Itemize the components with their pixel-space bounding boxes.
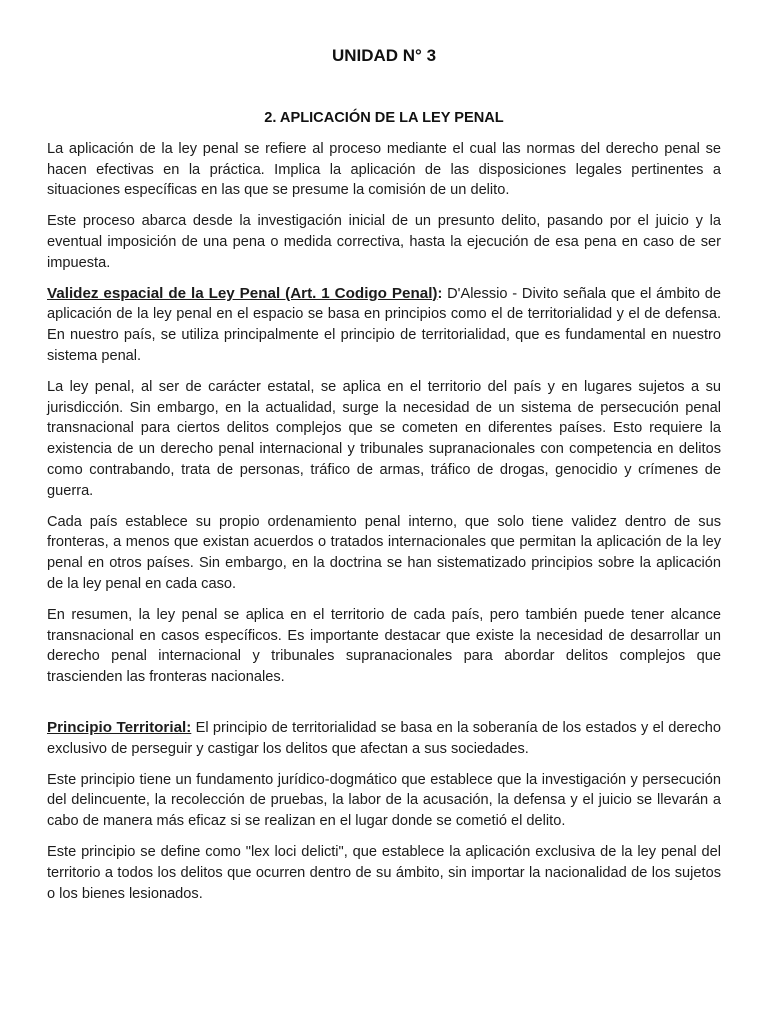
unit-title: UNIDAD N° 3	[331, 46, 437, 65]
paragraph-fundamento: Este principio tiene un fundamento jurídico-dogmático que establece que la investigación y persecución del delincuente, la recolección de pruebas, la labor de la acusación, la defensa y el juicio se llevarán a cabo de manera más eficaz si se realizan en el lugar donde se cometió el delito.	[47, 771, 721, 830]
paragraph-ordenamiento: Cada país establece su propio ordenamiento penal interno, que solo tiene validez dentro de sus fronteras, a menos que existan acuerdos o tratados internacionales que permitan la aplicación de la ley penal en otros países. Sin embargo, en la doctrina se han sistematizado principios sobre la aplicación de la ley penal en cada caso.	[47, 513, 721, 592]
paragraph-validez-espacial	[47, 284, 721, 367]
validez-espacial-body: D'Alessio - Divito señala que el ámbito de aplicación de la ley penal en el espacio se basa en principios como el de territorialidad y el de defensa. En nuestro país, se utiliza principalmente el principio de territorialidad, que es fundamental en nuestro sistema penal.	[47, 285, 721, 364]
spacer	[47, 698, 721, 718]
paragraph-principio-territorial	[47, 718, 721, 760]
section-title: 2. APLICACIÓN DE LA LEY PENAL	[264, 110, 504, 126]
principio-territorial-heading: Principio Territorial:	[47, 718, 192, 736]
paragraph-lex-loci: Este principio se define como "lex loci delicti", que establece la aplicación exclusiva de la ley penal del territorio a todos los delitos que ocurren dentro de su ámbito, sin importar la nacionalidad de los sujetos o los bienes lesionados.	[47, 843, 721, 902]
principio-territorial-body: El principio de territorialidad se basa en la soberanía de los estados y el derecho exclusivo de perseguir y castigar los delitos que afectan a sus sociedades.	[47, 719, 721, 757]
validez-espacial-heading: Validez espacial de la Ley Penal (Art. 1 Codigo Penal)	[47, 284, 438, 302]
validez-espacial-colon: :	[437, 285, 443, 302]
paragraph-intro: La aplicación de la ley penal se refiere al proceso mediante el cual las normas del derecho penal se hacen efectivas en la práctica. Implica la aplicación de las disposiciones legales pertinentes a situaciones específicas en las que se presume la comisión de un delito.	[47, 140, 721, 199]
paragraph-process: Este proceso abarca desde la investigación inicial de un presunto delito, pasando por el juicio y la eventual imposición de una pena o medida correctiva, hasta la ejecución de esa pena en caso de ser impuesta.	[47, 213, 721, 271]
paragraph-ley-estatal: La ley penal, al ser de carácter estatal, se aplica en el territorio del país y en lugares sujetos a su jurisdicción. Sin embargo, en la actualidad, surge la necesidad de un sistema de persecución penal transnacional para ciertos delitos complejos que se cometen en diferentes países. Esto requiere la existencia de un derecho penal internacional y tribunales supranacionales con competencia en delitos como contrabando, trata de personas, tráfico de armas, tráfico de drogas, genocidio y crímenes de guerra.	[47, 378, 721, 499]
document-page	[47, 40, 721, 914]
paragraph-resumen: En resumen, la ley penal se aplica en el territorio de cada país, pero también puede tener alcance transnacional en casos específicos. Es importante destacar que existe la necesidad de desarrollar un derecho penal internacional y tribunales supranacionales para abordar delitos complejos que trascienden las fronteras nacionales.	[47, 606, 721, 686]
